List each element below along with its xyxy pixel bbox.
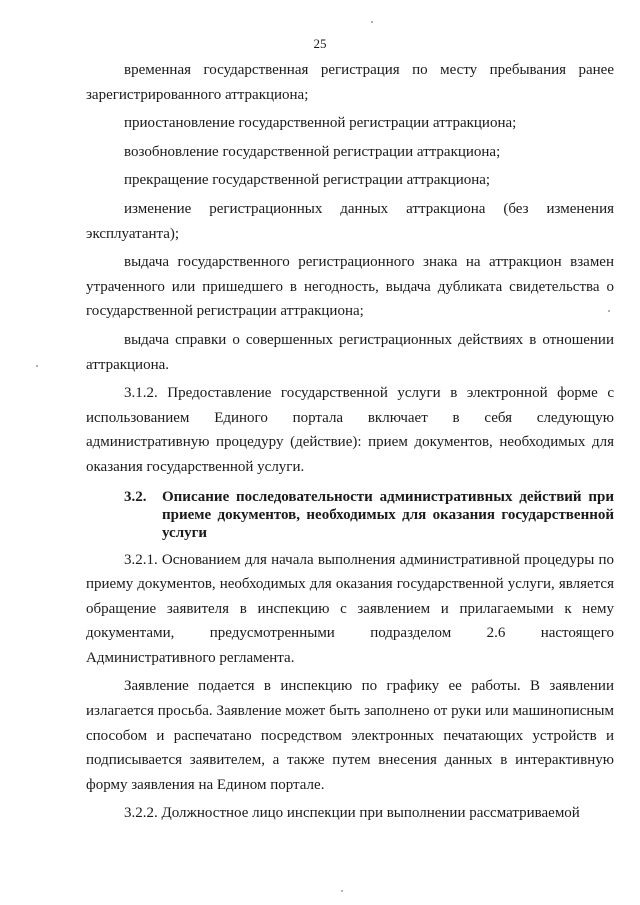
paragraph: выдача справки о совершенных регистрационных действиях в отношении аттракциона.	[86, 331, 614, 373]
scan-speck	[371, 21, 373, 23]
paragraph: 3.1.2. Предоставление государственной услуги в электронной форме с использованием Единого портала включает в себя следующую административную процедуру (действие): прием документов, необходимых для оказания государственной услуги.	[86, 385, 614, 475]
paragraph: 3.2.2. Должностное лицо инспекции при выполнении рассматриваемой	[124, 805, 580, 822]
scan-speck	[341, 890, 343, 892]
paragraph: приостановление государственной регистрации аттракциона;	[124, 115, 517, 132]
document-body	[86, 58, 614, 826]
paragraph: прекращение государственной регистрации аттракциона;	[124, 172, 491, 189]
scan-speck	[36, 365, 38, 367]
scan-speck	[608, 310, 610, 312]
paragraph: выдача государственного регистрационного знака на аттракцион взамен утраченного или пришедшего в негодность, выдача дубликата свидетельства о государственной регистрации аттракциона;	[86, 254, 614, 320]
section-number: 3.2.	[124, 488, 147, 505]
page-number: 25	[313, 36, 327, 51]
section-heading	[86, 488, 614, 542]
paragraph: изменение регистрационных данных аттракциона (без изменения эксплуатанта);	[86, 200, 614, 242]
paragraph: временная государственная регистрация по месту пребывания ранее зарегистрированного аттракциона;	[86, 62, 614, 103]
paragraph: 3.2.1. Основанием для начала выполнения административной процедуры по приему документов, необходимых для оказания государственной услуги, является обращение заявителя в инспекцию с заявлением и прилагаемыми к нему документами, предусмотренными подразделом 2.6 настоящего Административного регламента.	[86, 551, 614, 666]
section-title: Описание последовательности административных действий при приеме документов, необходимых для оказания государственной услуги	[162, 488, 614, 541]
paragraph: Заявление подается в инспекцию по графику ее работы. В заявлении излагается просьба. Заявление может быть заполнено от руки или машинописным способом и распечатано посредством электронных печатающих устройств и подписывается заявителем, а также путем внесения данных в интерактивную форму заявления на Едином портале.	[86, 678, 614, 793]
paragraph: возобновление государственной регистрации аттракциона;	[124, 143, 501, 160]
